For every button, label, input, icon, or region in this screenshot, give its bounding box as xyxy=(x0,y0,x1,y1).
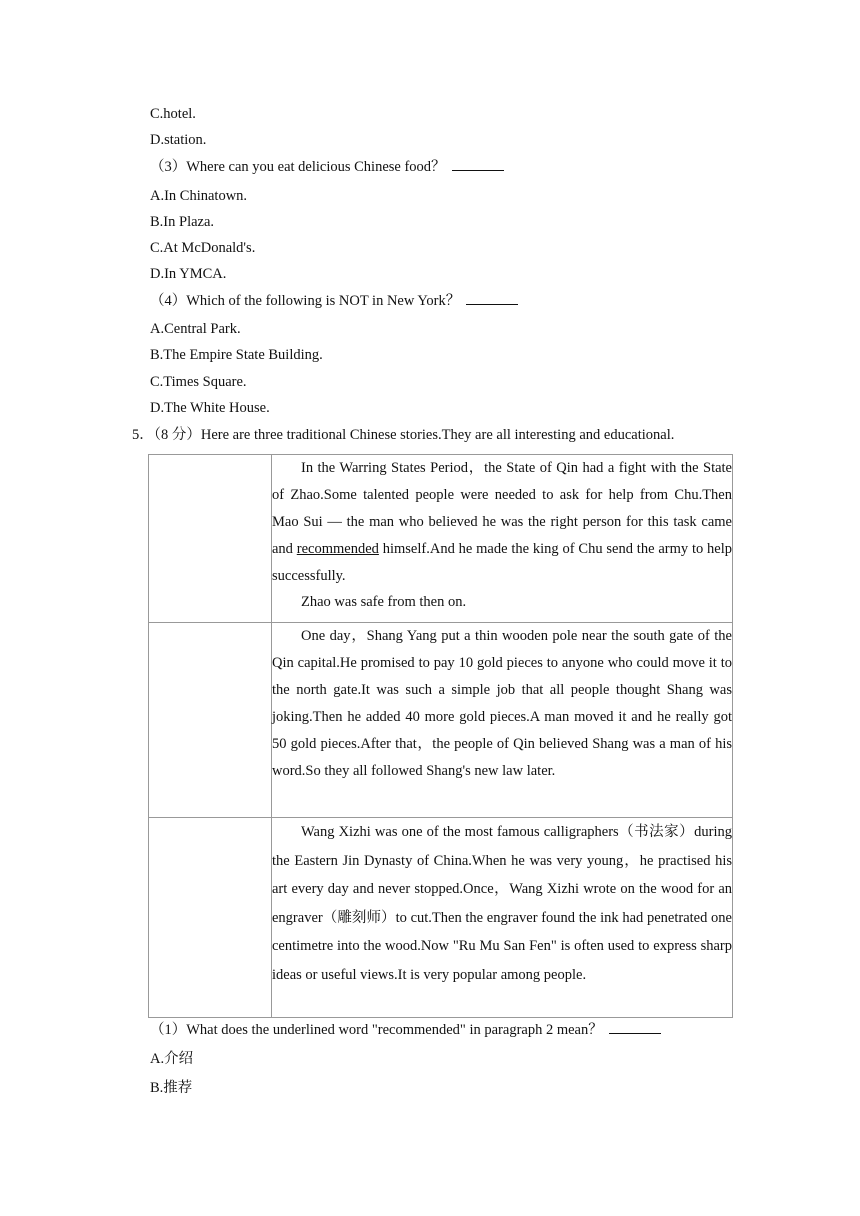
q4-option-a: A.Central Park. xyxy=(150,321,241,337)
q3-option-a: A.In Chinatown. xyxy=(150,188,248,204)
q3-option-d: D.In YMCA. xyxy=(150,266,227,282)
q4-option-d: D.The White House. xyxy=(150,400,270,416)
q3-option-b: B.In Plaza. xyxy=(150,214,215,230)
question-3-text: （3）Where can you eat delicious Chinese food？ xyxy=(150,159,446,175)
story-row xyxy=(149,455,733,623)
option-c-hotel: C.hotel. xyxy=(150,106,196,122)
story-1-paragraph: In the Warring States Period，the State of Qin had a fight with the State of Zhao.Some talented people were needed to ask for help from Chu.Then Mao Sui — the man who believed he was the right person for this task came and recommended himself.And he made the king of Chu send the army to help successfully. xyxy=(272,460,733,584)
question-4 xyxy=(150,292,518,310)
story-heading-cell xyxy=(149,455,272,623)
story-row xyxy=(149,818,733,1018)
underlined-word: recommended xyxy=(296,541,379,557)
q4-option-b: B.The Empire State Building. xyxy=(150,347,323,363)
story-heading-cell xyxy=(149,623,272,818)
story-text-cell xyxy=(272,455,733,623)
q3-option-c: C.At McDonald's. xyxy=(150,240,256,256)
story-1-paragraph-2: Zhao was safe from then on. xyxy=(301,594,467,610)
story-text-cell xyxy=(272,623,733,818)
story-heading-cell xyxy=(149,818,272,1018)
answer-blank[interactable] xyxy=(466,292,518,305)
answer-blank[interactable] xyxy=(609,1021,661,1034)
option-d-station: D.station. xyxy=(150,132,207,148)
answer-blank[interactable] xyxy=(452,158,504,171)
q4-option-c: C.Times Square. xyxy=(150,374,247,390)
q5-1-option-b: B.推荐 xyxy=(150,1080,193,1096)
story-3-paragraph: Wang Xizhi was one of the most famous calligraphers（书法家）during the Eastern Jin Dynasty of China.When he was very young，he practised his art every day and never stopped.Once，Wang Xizhi wrote on the wood for an engraver（雕刻师）to cut.Then the engraver found the ink had penetrated one centimetre into the wood.Now "Ru Mu San Fen" is often used to express sharp ideas or useful views.It is very popular among people. xyxy=(272,824,732,983)
question-3 xyxy=(150,158,504,176)
stories-table xyxy=(148,454,733,1018)
story-2-paragraph: One day，Shang Yang put a thin wooden pole near the south gate of the Qin capital.He promised to pay 10 gold pieces to anyone who could move it to the north gate.It was such a simple job that all people thought Shang was joking.Then he added 40 more gold pieces.A man moved it and he really got 50 gold pieces.After that，the people of Qin believed Shang was a man of his word.So they all followed Shang's new law later. xyxy=(272,628,732,779)
question-5-1-text: （1）What does the underlined word "recommended" in paragraph 2 mean？ xyxy=(150,1022,603,1038)
question-4-text: （4）Which of the following is NOT in New York？ xyxy=(150,293,461,309)
story-row xyxy=(149,623,733,818)
question-5-1 xyxy=(150,1021,661,1039)
story-text-cell xyxy=(272,818,733,1018)
q5-1-option-a: A.介绍 xyxy=(150,1051,194,1067)
section-5-heading: 5．（8 分）Here are three traditional Chinese stories.They are all interesting and educational. xyxy=(132,427,675,443)
